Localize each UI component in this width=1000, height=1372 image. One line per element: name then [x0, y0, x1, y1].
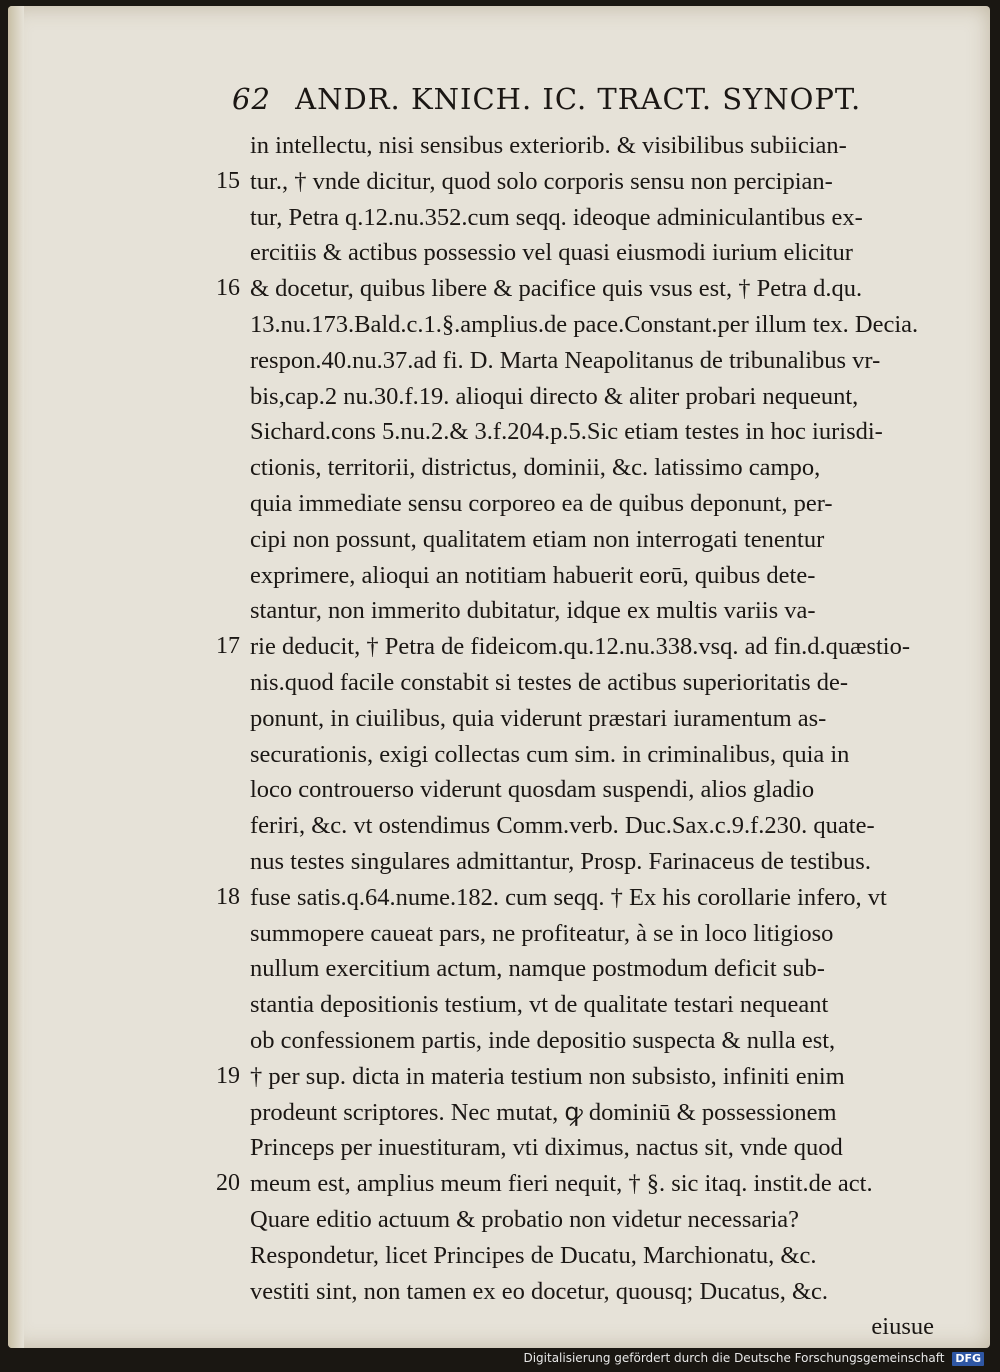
- margin-number: 15: [216, 167, 240, 194]
- margin-number: 19: [216, 1062, 240, 1089]
- margin-number: 20: [216, 1170, 240, 1197]
- text-line: stantia depositionis testium, vt de qualitate testari nequeant: [250, 991, 829, 1019]
- margin-number: 17: [216, 633, 240, 660]
- text-line: cipi non possunt, qualitatem etiam non interrogati tenentur: [250, 525, 825, 553]
- text-line: 13.nu.173.Bald.c.1.§.amplius.de pace.Constant.per illum tex. Decia.: [250, 310, 919, 338]
- text-line: in intellectu, nisi sensibus exteriorib. & visibilibus subiician-: [250, 132, 847, 159]
- text-line: 20 meum est, amplius meum fieri nequit, † §. sic itaq. instit.de act.: [250, 1166, 940, 1202]
- page-number: 62: [232, 82, 271, 116]
- text-line: 18 fuse satis.q.64.nume.182. cum seqq. † Ex his corollarie infero, vt: [250, 880, 940, 916]
- text-line: 19 † per sup. dicta in materia testium non subsisto, infiniti enim: [250, 1059, 940, 1095]
- text-line: feriri, &c. vt ostendimus Comm.verb. Duc.Sax.c.9.f.230. quate-: [250, 812, 875, 840]
- margin-number: 16: [216, 275, 240, 302]
- credit-text: Digitalisierung gefördert durch die Deutsche Forschungsgemeinschaft: [523, 1351, 945, 1365]
- text-line: 15 tur., † vnde dicitur, quod solo corporis sensu non percipian-: [250, 164, 940, 200]
- body-text: [216, 128, 940, 1345]
- text-line: ponunt, in ciuilibus, quia viderunt præstari iuramentum as-: [250, 704, 827, 732]
- digitization-credit: [523, 1348, 984, 1368]
- page-gutter: [8, 6, 24, 1348]
- text-line: 16 & docetur, quibus libere & pacifice quis vsus est, † Petra d.qu.: [250, 271, 940, 307]
- text-line: respon.40.nu.37.ad fi. D. Marta Neapolitanus de tribunalibus vr-: [250, 346, 881, 374]
- text-line: nullum exercitium actum, namque postmodum deficit sub-: [250, 955, 825, 983]
- text-line: exprimere, alioqui an notitiam habuerit eorū, quibus dete-: [250, 561, 816, 589]
- text-line: Quare editio actuum & probatio non videtur necessaria?: [250, 1205, 800, 1233]
- text-line: ob confessionem partis, inde depositio suspecta & nulla est,: [250, 1026, 836, 1054]
- text-line: loco controuerso viderunt quosdam suspendi, alios gladio: [250, 776, 815, 804]
- text-line: Respondetur, licet Principes de Ducatu, Marchionatu, &c.: [250, 1241, 817, 1269]
- running-header: [232, 82, 912, 122]
- dfg-logo: DFG: [952, 1352, 984, 1366]
- catchword: eiusue: [871, 1313, 934, 1341]
- text-line: nus testes singulares admittantur, Prosp. Farinaceus de testibus.: [250, 847, 871, 875]
- text-line: securationis, exigi collectas cum sim. in criminalibus, quia in: [250, 740, 850, 768]
- text-line: Sichard.cons 5.nu.2.& 3.f.204.p.5.Sic etiam testes in hoc iurisdi-: [250, 418, 883, 446]
- text-line: bis,cap.2 nu.30.f.19. alioqui directo & aliter probari nequeunt,: [250, 382, 859, 410]
- text-line: quia immediate sensu corporeo ea de quibus deponunt, per-: [250, 489, 833, 517]
- text-line: ctionis, territorii, districtus, dominii, &c. latissimo campo,: [250, 454, 821, 482]
- text-line: stantur, non immerito dubitatur, idque ex multis variis va-: [250, 597, 816, 625]
- running-title: ANDR. KNICH. IC. TRACT. SYNOPT.: [295, 82, 862, 116]
- text-line: summopere caueat pars, ne profiteatur, à se in loco litigioso: [250, 919, 834, 947]
- text-line: 17 rie deducit, † Petra de fideicom.qu.12.nu.338.vsq. ad fin.d.quæstio-: [250, 629, 940, 665]
- text-line: Princeps per inuestituram, vti diximus, nactus sit, vnde quod: [250, 1134, 843, 1162]
- text-line: prodeunt scriptores. Nec mutat, ꝙ dominiū & possessionem: [250, 1098, 837, 1126]
- text-line: tur, Petra q.12.nu.352.cum seqq. ideoque adminiculantibus ex-: [250, 203, 863, 231]
- text-line: vestiti sint, non tamen ex eo docetur, quousq; Ducatus, &c.: [250, 1277, 829, 1305]
- text-line: nis.quod facile constabit si testes de actibus superioritatis de-: [250, 668, 849, 696]
- text-line: ercitiis & actibus possessio vel quasi eiusmodi iurium elicitur: [250, 239, 853, 267]
- margin-number: 18: [216, 883, 240, 910]
